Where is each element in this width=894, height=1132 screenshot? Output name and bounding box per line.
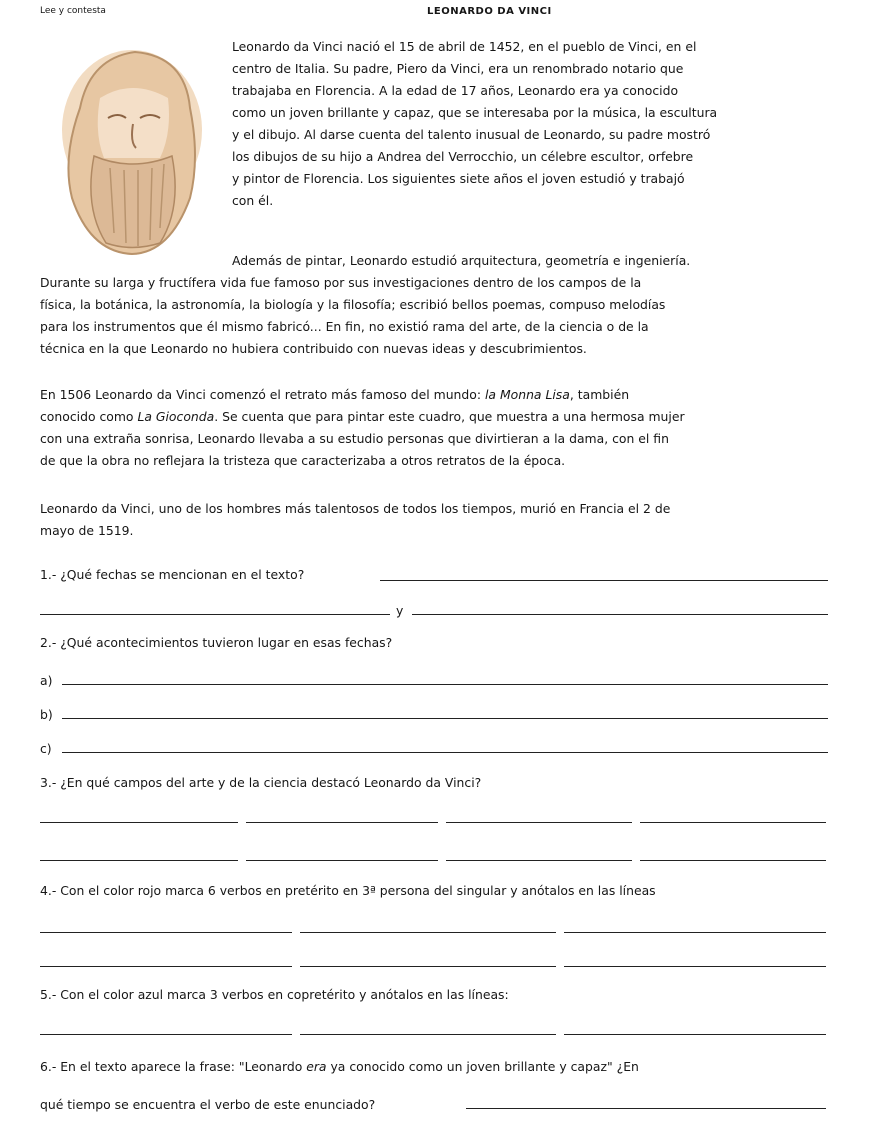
text-line: los dibujos de su hijo a Andrea del Verrocchio, un célebre escultor, orfebre xyxy=(232,149,694,164)
text-line: trabajaba en Florencia. A la edad de 17 años, Leonardo era ya conocido xyxy=(232,83,679,98)
paragraph-4 xyxy=(40,498,835,542)
connector-y: y xyxy=(396,603,404,618)
text-fragment: ya conocido como un joven brillante y capaz" ¿En xyxy=(326,1059,639,1074)
text-line: técnica en la que Leonardo no hubiera contribuido con nuevas ideas y descubrimientos. xyxy=(40,341,587,356)
text-line: Además de pintar, Leonardo estudió arquitectura, geometría e ingeniería. xyxy=(232,253,691,268)
text-line: de que la obra no reflejara la tristeza que caracterizaba a otros retratos de la época. xyxy=(40,453,566,468)
text-line: Leonardo da Vinci nació el 15 de abril de 1452, en el pueblo de Vinci, en el xyxy=(232,39,697,54)
answer-line[interactable] xyxy=(40,860,238,861)
text-fragment: . Se cuenta que para pintar este cuadro, que muestra a una hermosa mujer xyxy=(214,409,685,424)
paragraph-1 xyxy=(232,36,835,212)
question-4: 4.- Con el color rojo marca 6 verbos en pretérito en 3ª persona del singular y anótalos en las líneas xyxy=(40,883,656,898)
answer-line[interactable] xyxy=(446,860,632,861)
answer-line[interactable] xyxy=(466,1108,826,1109)
answer-line[interactable] xyxy=(640,822,826,823)
answer-line[interactable] xyxy=(380,580,828,581)
answer-line[interactable] xyxy=(40,822,238,823)
text-line: física, la botánica, la astronomía, la biología y la filosofía; escribió bellos poemas, compuso melodías xyxy=(40,297,666,312)
page-title: LEONARDO DA VINCI xyxy=(427,6,552,17)
paragraph-2-first-line xyxy=(232,250,835,272)
question-5: 5.- Con el color azul marca 3 verbos en copretérito y anótalos en las líneas: xyxy=(40,987,509,1002)
text-fragment: 6.- En el texto aparece la frase: "Leonardo xyxy=(40,1059,307,1074)
answer-line[interactable] xyxy=(564,932,826,933)
item-label: a) xyxy=(40,673,53,688)
item-label: b) xyxy=(40,707,53,722)
text-line: mayo de 1519. xyxy=(40,523,134,538)
answer-line[interactable] xyxy=(300,1034,556,1035)
answer-line[interactable] xyxy=(246,860,438,861)
answer-line[interactable] xyxy=(300,932,556,933)
text-fragment: En 1506 Leonardo da Vinci comenzó el retrato más famoso del mundo: xyxy=(40,387,485,402)
verb-highlight: era xyxy=(306,1059,327,1074)
question-6 xyxy=(40,1056,639,1078)
text-fragment: conocido como xyxy=(40,409,138,424)
item-label: c) xyxy=(40,741,52,756)
text-line: con él. xyxy=(232,193,274,208)
text-line: Durante su larga y fructífera vida fue famoso por sus investigaciones dentro de los campos de la xyxy=(40,275,642,290)
text-fragment: , también xyxy=(569,387,630,402)
leonardo-portrait-icon xyxy=(40,38,220,256)
answer-line[interactable] xyxy=(40,1034,292,1035)
answer-line[interactable] xyxy=(446,822,632,823)
text-line xyxy=(40,406,835,428)
question-6-line2: qué tiempo se encuentra el verbo de este enunciado? xyxy=(40,1097,376,1112)
paragraph-3 xyxy=(40,384,835,472)
answer-line[interactable] xyxy=(62,752,828,753)
question-3: 3.- ¿En qué campos del arte y de la ciencia destacó Leonardo da Vinci? xyxy=(40,775,482,790)
text-line: como un joven brillante y capaz, que se interesaba por la música, la escultura xyxy=(232,105,718,120)
answer-line[interactable] xyxy=(40,932,292,933)
answer-line[interactable] xyxy=(40,966,292,967)
answer-line[interactable] xyxy=(62,684,828,685)
text-line: y el dibujo. Al darse cuenta del talento inusual de Leonardo, su padre mostró xyxy=(232,127,711,142)
text-line: para los instrumentos que él mismo fabricó... En fin, no existió rama del arte, de la ciencia o de la xyxy=(40,319,649,334)
answer-line[interactable] xyxy=(300,966,556,967)
answer-line[interactable] xyxy=(564,1034,826,1035)
question-2: 2.- ¿Qué acontecimientos tuvieron lugar en esas fechas? xyxy=(40,635,393,650)
text-line xyxy=(40,384,835,406)
paragraph-2 xyxy=(40,272,835,360)
question-1: 1.- ¿Qué fechas se mencionan en el texto? xyxy=(40,567,305,582)
answer-line[interactable] xyxy=(412,614,828,615)
answer-line[interactable] xyxy=(62,718,828,719)
text-line: con una extraña sonrisa, Leonardo llevaba a su estudio personas que divirtieran a la dama, con el fin xyxy=(40,431,669,446)
painting-name: la Monna Lisa xyxy=(484,387,570,402)
answer-line[interactable] xyxy=(640,860,826,861)
instruction-label: Lee y contesta xyxy=(40,6,106,16)
text-line: Leonardo da Vinci, uno de los hombres más talentosos de todos los tiempos, murió en Francia el 2 de xyxy=(40,501,671,516)
painting-name: La Gioconda xyxy=(137,409,215,424)
answer-line[interactable] xyxy=(246,822,438,823)
text-line: centro de Italia. Su padre, Piero da Vinci, era un renombrado notario que xyxy=(232,61,684,76)
answer-line[interactable] xyxy=(40,614,390,615)
text-line: y pintor de Florencia. Los siguientes siete años el joven estudió y trabajó xyxy=(232,171,685,186)
answer-line[interactable] xyxy=(564,966,826,967)
